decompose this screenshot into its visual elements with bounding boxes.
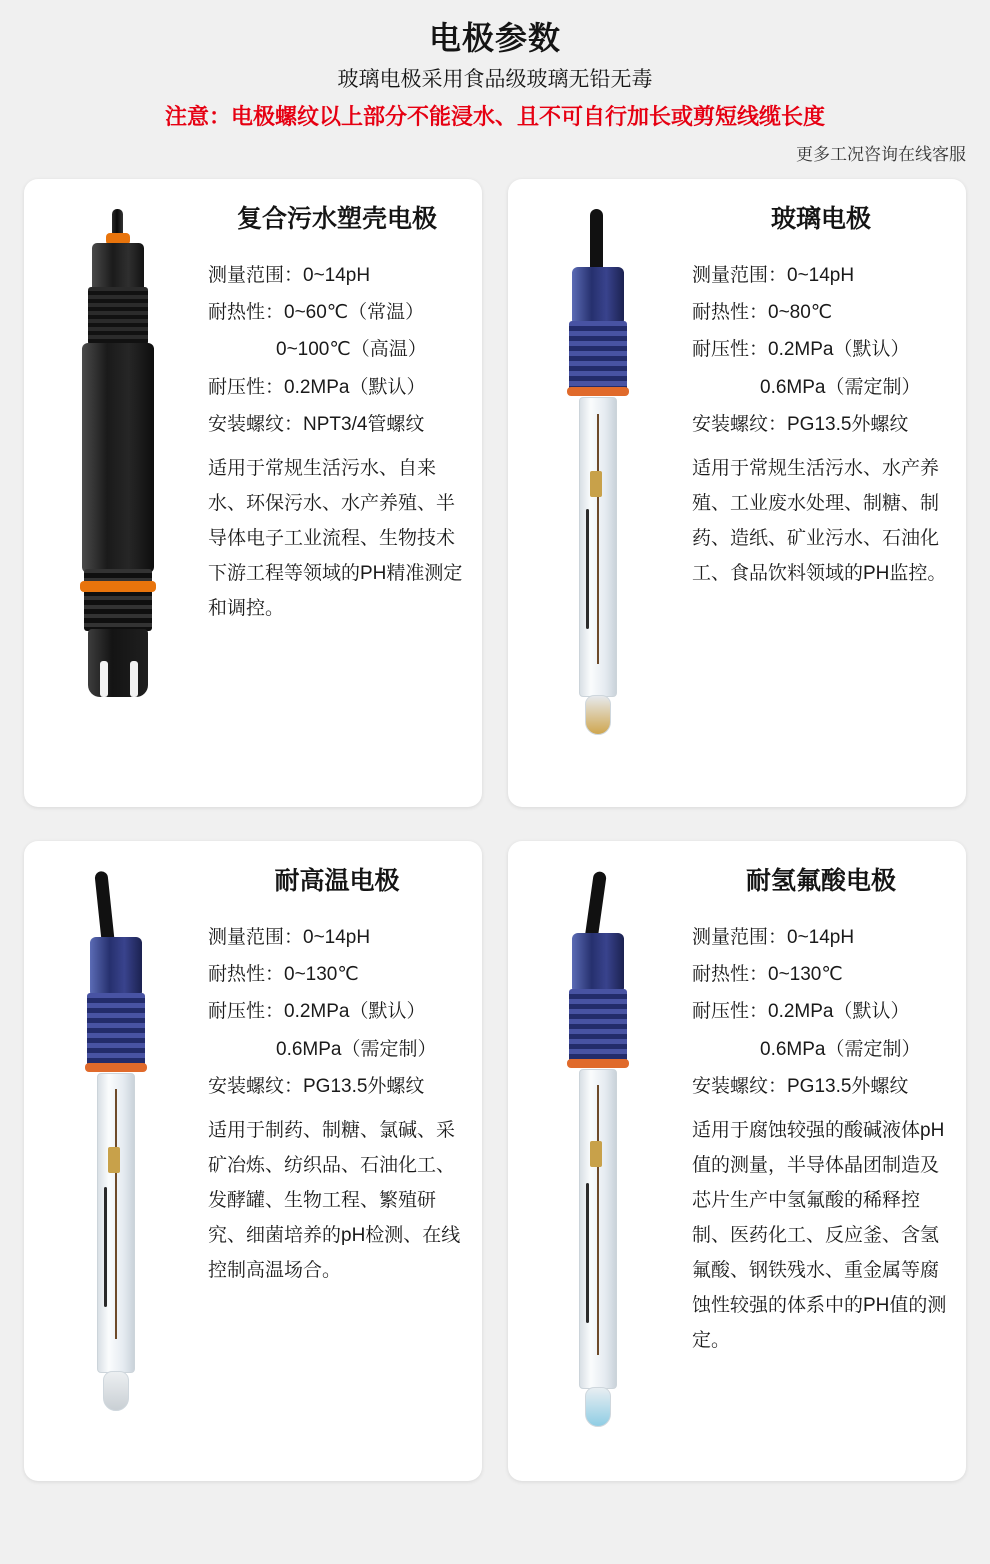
probe-image-high-temp-electrode bbox=[34, 855, 204, 1463]
card-spec: 耐热性：0~80℃ bbox=[692, 302, 833, 324]
card-spec: 安装螺纹：PG13.5外螺纹 bbox=[692, 1075, 909, 1097]
card-text bbox=[688, 193, 950, 789]
probe-image-glass-electrode bbox=[518, 193, 688, 789]
card-spec: 安装螺纹：PG13.5外螺纹 bbox=[692, 413, 909, 435]
card-title: 耐氢氟酸电极 bbox=[745, 866, 896, 895]
page-header bbox=[0, 0, 990, 165]
card-spec: 测量范围：0~14pH bbox=[208, 265, 371, 287]
card-description: 适用于常规生活污水、水产养殖、工业废水处理、制糖、制药、造纸、矿业污水、石油化工、食品饮料领域的PH监控。 bbox=[692, 457, 947, 585]
customer-service-note: 更多工况咨询在线客服 bbox=[796, 144, 966, 164]
card-description: 适用于制药、制糖、氯碱、采矿冶炼、纺织品、石油化工、发酵罐、生物工程、繁殖研究、细菌培养的pH检测、在线控制高温场合。 bbox=[208, 1119, 461, 1282]
card-text bbox=[204, 855, 466, 1463]
card-spec: 耐热性：0~130℃ bbox=[208, 964, 359, 986]
electrode-card bbox=[508, 841, 966, 1481]
card-spec: 耐压性：0.2MPa（默认） bbox=[692, 339, 910, 361]
card-spec: 0.6MPa（需定制） bbox=[760, 1038, 921, 1060]
card-title: 耐高温电极 bbox=[274, 866, 400, 895]
card-spec: 测量范围：0~14pH bbox=[692, 927, 855, 949]
electrode-card bbox=[24, 179, 482, 807]
page-title: 电极参数 bbox=[428, 20, 561, 56]
card-spec: 耐压性：0.2MPa（默认） bbox=[208, 376, 426, 398]
card-spec: 耐热性：0~60℃（常温） bbox=[208, 302, 425, 324]
probe-image-plastic-shell-electrode bbox=[34, 193, 204, 789]
card-text bbox=[204, 193, 466, 789]
card-spec: 测量范围：0~14pH bbox=[692, 265, 855, 287]
card-title: 玻璃电极 bbox=[770, 204, 871, 233]
card-spec: 安装螺纹：NPT3/4管螺纹 bbox=[208, 413, 425, 435]
card-title: 复合污水塑壳电极 bbox=[236, 204, 437, 233]
card-spec: 耐热性：0~130℃ bbox=[692, 964, 843, 986]
card-spec: 0.6MPa（需定制） bbox=[760, 376, 921, 398]
card-description: 适用于腐蚀较强的酸碱液体pH值的测量，半导体晶团制造及芯片生产中氢氟酸的稀释控制、医药化工、反应釜、含氢氟酸、钢铁残水、重金属等腐蚀性较强的体系中的PH值的测定。 bbox=[692, 1119, 947, 1352]
electrode-card-grid bbox=[24, 179, 966, 1481]
card-spec: 0~100℃（高温） bbox=[276, 339, 427, 361]
card-spec: 耐压性：0.2MPa（默认） bbox=[208, 1001, 426, 1023]
card-spec: 耐压性：0.2MPa（默认） bbox=[692, 1001, 910, 1023]
card-spec: 安装螺纹：PG13.5外螺纹 bbox=[208, 1075, 425, 1097]
card-description: 适用于常规生活污水、自来水、环保污水、水产养殖、半导体电子工业流程、生物技术下游工程等领域的PH精准测定和调控。 bbox=[208, 457, 463, 620]
card-spec: 0.6MPa（需定制） bbox=[276, 1038, 437, 1060]
warning-notice: 注意：电极螺纹以上部分不能浸水、且不可自行加长或剪短线缆长度 bbox=[164, 104, 825, 130]
electrode-card bbox=[508, 179, 966, 807]
card-text bbox=[688, 855, 950, 1463]
card-spec: 测量范围：0~14pH bbox=[208, 927, 371, 949]
page-subtitle: 玻璃电极采用食品级玻璃无铅无毒 bbox=[337, 68, 653, 91]
electrode-card bbox=[24, 841, 482, 1481]
probe-image-hf-resistant-electrode bbox=[518, 855, 688, 1463]
